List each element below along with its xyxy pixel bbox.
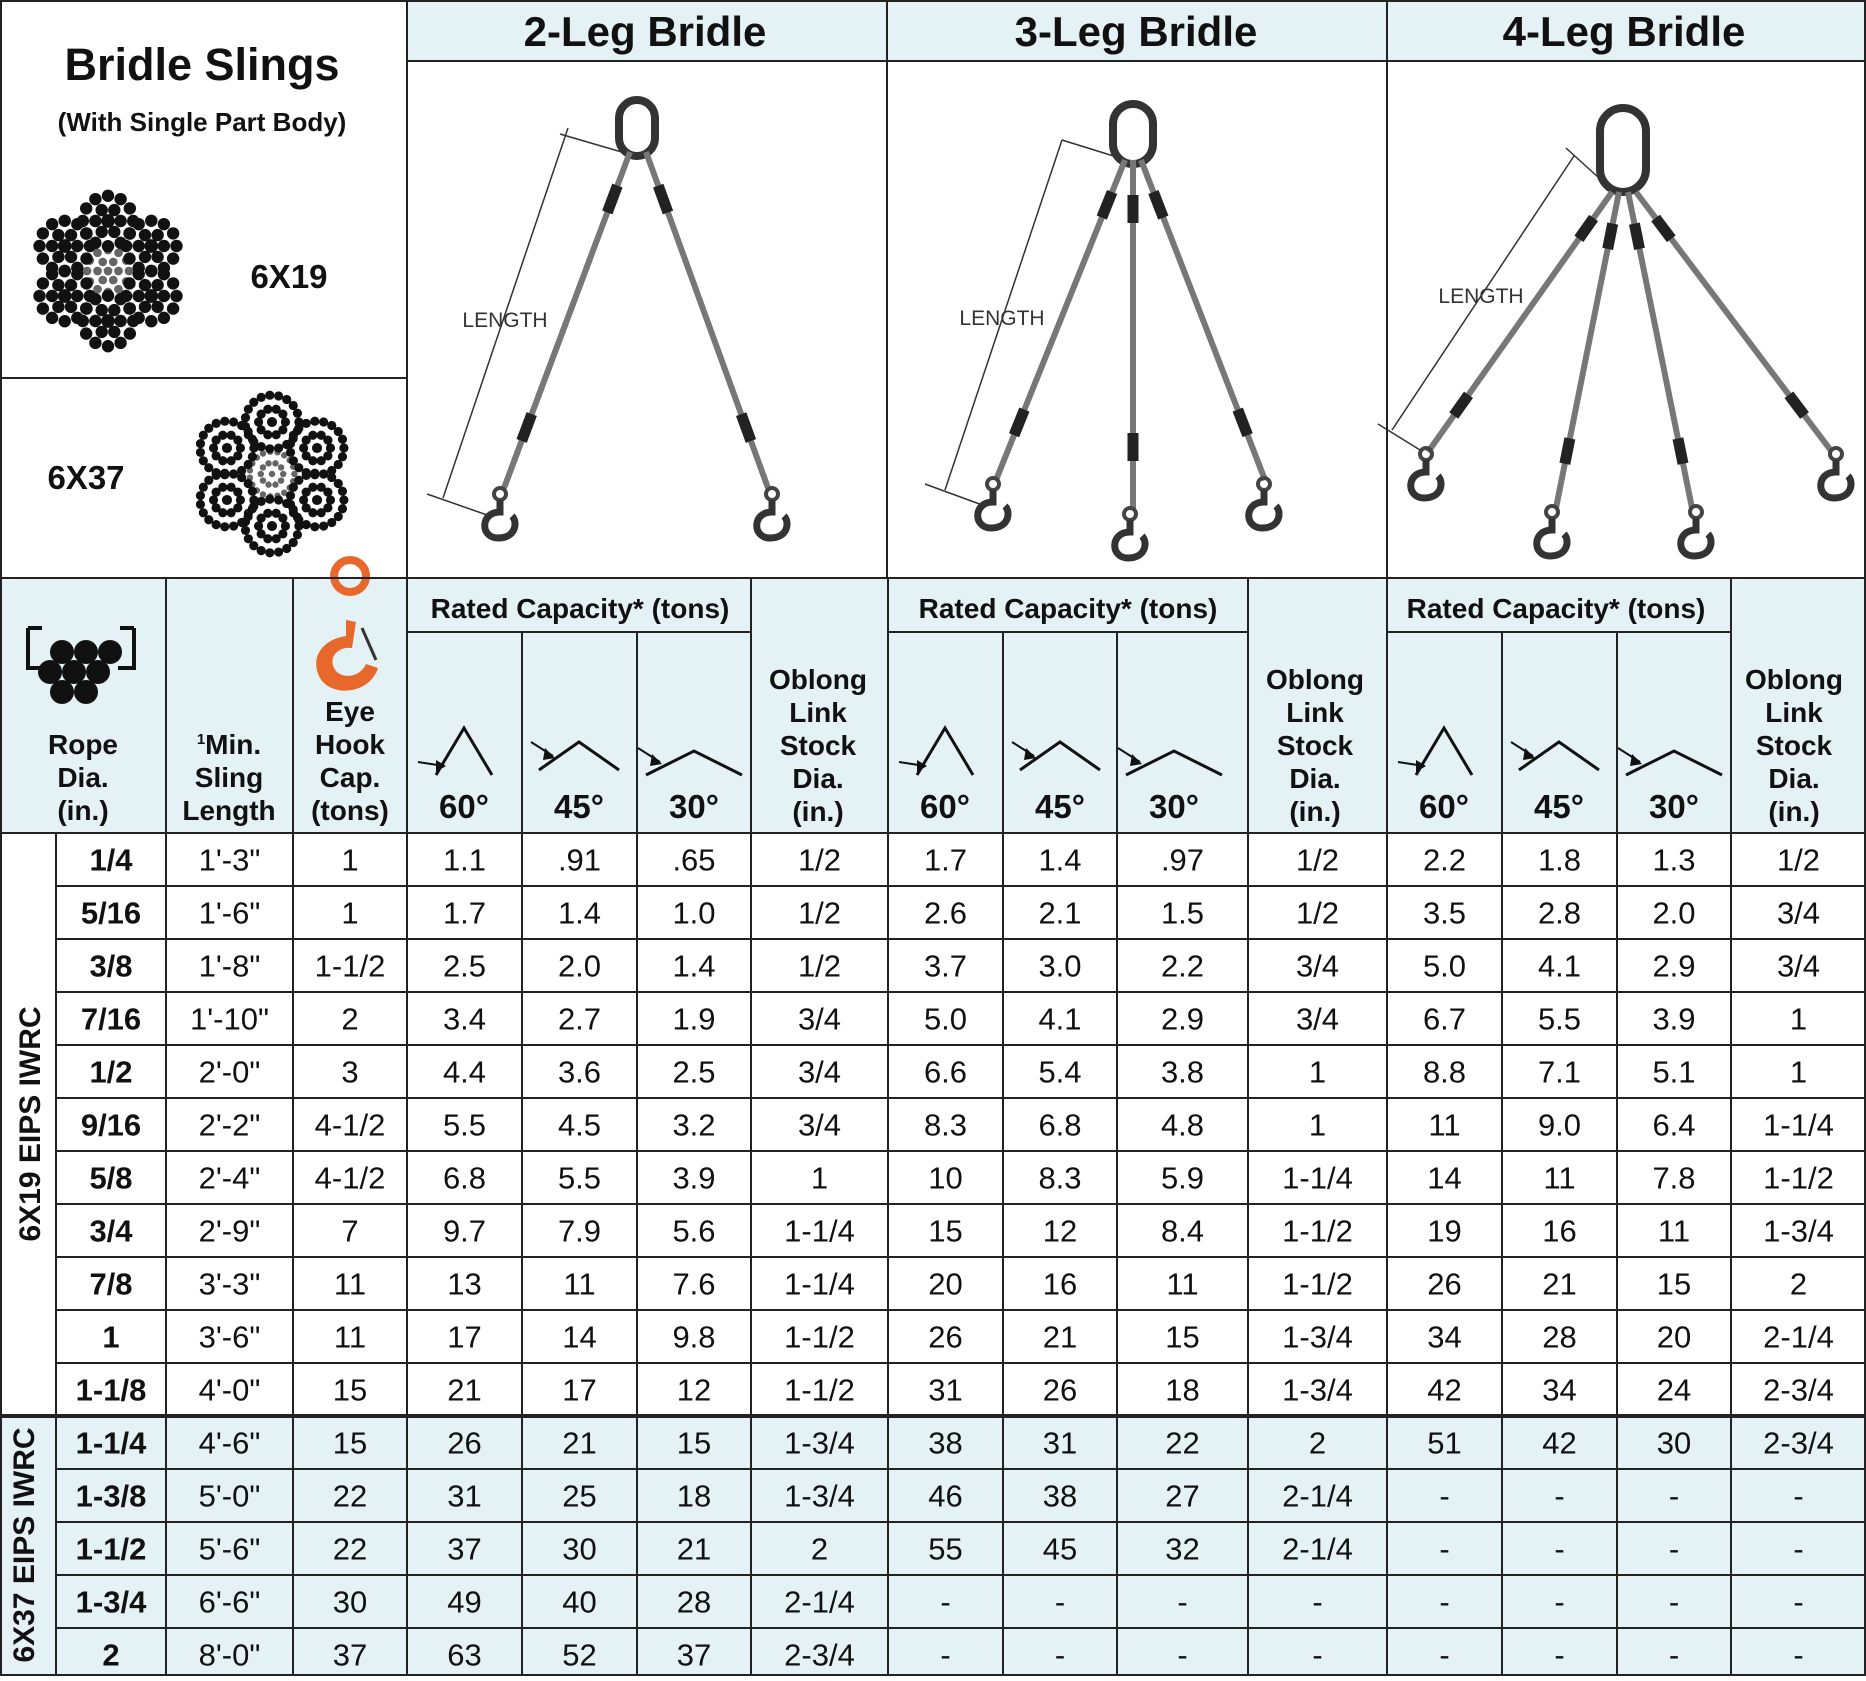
table-cell: 37 bbox=[332, 1637, 368, 1673]
table-cell: 1.4 bbox=[672, 948, 716, 984]
table-cell: 1'-8" bbox=[198, 948, 261, 984]
table-cell: 1-3/4 bbox=[1763, 1213, 1834, 1249]
table-cell: 15 bbox=[928, 1213, 963, 1249]
table-cell: 9.8 bbox=[672, 1319, 716, 1355]
table-cell: 1-1/2 bbox=[1282, 1266, 1353, 1302]
table-cell: 17 bbox=[447, 1319, 482, 1355]
rope-dia-cell: 1/2 bbox=[89, 1054, 133, 1090]
table-cell: 2-1/4 bbox=[784, 1584, 855, 1620]
table-cell: 8'-0" bbox=[198, 1637, 261, 1673]
table-cell: 7.6 bbox=[672, 1266, 716, 1302]
table-cell: - bbox=[1177, 1637, 1188, 1673]
bridle-3-leg-title: 3-Leg Bridle bbox=[1014, 8, 1258, 55]
table-cell: 42 bbox=[1542, 1425, 1577, 1461]
table-cell: 2-1/4 bbox=[1763, 1319, 1834, 1355]
table-cell: 1-1/2 bbox=[784, 1372, 855, 1408]
svg-text:Oblong: Oblong bbox=[1266, 664, 1364, 695]
table-cell: 26 bbox=[1427, 1266, 1462, 1302]
table-cell: 31 bbox=[1042, 1425, 1078, 1461]
svg-text:(in.): (in.) bbox=[1768, 796, 1820, 827]
table-cell: - bbox=[1668, 1478, 1680, 1514]
bridle-2-length-label: LENGTH bbox=[462, 309, 548, 332]
table-cell: - bbox=[1439, 1637, 1450, 1673]
table-cell: 1-1/2 bbox=[314, 948, 386, 984]
table-cell: - bbox=[1312, 1584, 1323, 1620]
rope-dia-cell: 1-1/2 bbox=[75, 1531, 147, 1567]
table-cell: 2 bbox=[1308, 1425, 1327, 1461]
table-cell: 6.6 bbox=[923, 1054, 968, 1090]
table-cell: 16 bbox=[1542, 1213, 1577, 1249]
table-cell: 1-1/4 bbox=[784, 1213, 855, 1249]
table-cell: 4.1 bbox=[1038, 1001, 1082, 1037]
table-cell: 7.1 bbox=[1537, 1054, 1582, 1090]
table-cell: 10 bbox=[928, 1160, 963, 1196]
svg-text:Stock: Stock bbox=[1755, 730, 1833, 761]
table-cell: 11 bbox=[1543, 1160, 1576, 1196]
svg-text:(in.): (in.) bbox=[1289, 796, 1341, 827]
svg-text:Link: Link bbox=[1286, 697, 1344, 728]
table-cell: 3.0 bbox=[1038, 948, 1082, 984]
table-cell: 2'-0" bbox=[198, 1054, 261, 1090]
table-cell: 1 bbox=[341, 895, 359, 931]
bridle-3-leg-diagram bbox=[925, 104, 1279, 558]
table-cell: 5.5 bbox=[442, 1107, 487, 1143]
table-cell: 3.8 bbox=[1160, 1054, 1205, 1090]
table-cell: 1'-10" bbox=[190, 1001, 269, 1037]
table-cell: 2.2 bbox=[1160, 948, 1205, 984]
table-cell: 1.5 bbox=[1160, 895, 1205, 931]
table-cell: 4.5 bbox=[557, 1107, 602, 1143]
rope-dia-cell: 9/16 bbox=[80, 1107, 142, 1143]
table-cell: 4.1 bbox=[1537, 948, 1582, 984]
table-cell: .97 bbox=[1160, 842, 1205, 878]
table-cell: 2.7 bbox=[557, 1001, 602, 1037]
svg-text:Length: Length bbox=[182, 795, 276, 826]
table-cell: 30 bbox=[562, 1531, 597, 1567]
rope-dia-cell: 1/4 bbox=[89, 842, 133, 878]
table-cell: 15 bbox=[1165, 1319, 1200, 1355]
table-cell: 2.0 bbox=[1652, 895, 1696, 931]
table-cell: 6.8 bbox=[1038, 1107, 1082, 1143]
table-cell: 3/4 bbox=[797, 1001, 842, 1037]
table-cell: 3 bbox=[341, 1054, 359, 1090]
table-cell: 3.6 bbox=[557, 1054, 602, 1090]
table-cell: 5.0 bbox=[923, 1001, 968, 1037]
svg-text:Rated Capacity* (tons): Rated Capacity* (tons) bbox=[1406, 593, 1706, 624]
table-cell: 7.9 bbox=[557, 1213, 602, 1249]
table-cell: 26 bbox=[928, 1319, 963, 1355]
table-cell: 5.1 bbox=[1652, 1054, 1696, 1090]
table-cell: 1-1/4 bbox=[784, 1266, 855, 1302]
table-cell: 2.6 bbox=[923, 895, 968, 931]
header-rated-capacity-4leg bbox=[1407, 593, 1706, 624]
table-cell: 31 bbox=[928, 1372, 963, 1408]
table-cell: 1/2 bbox=[797, 948, 842, 984]
table-cell: 14 bbox=[562, 1319, 597, 1355]
table-cell: 25 bbox=[562, 1478, 597, 1514]
table-cell: 1-1/4 bbox=[1282, 1160, 1353, 1196]
table-cell: 1-3/4 bbox=[1282, 1319, 1353, 1355]
table-cell: 2 bbox=[1789, 1266, 1808, 1302]
svg-text:(tons): (tons) bbox=[311, 795, 389, 826]
table-cell: 1.4 bbox=[557, 895, 602, 931]
table-cell: 1.4 bbox=[1038, 842, 1082, 878]
table-cell: 18 bbox=[1165, 1372, 1200, 1408]
svg-text:45°: 45° bbox=[554, 788, 604, 825]
table-cell: - bbox=[1054, 1584, 1066, 1620]
table-cell: 12 bbox=[676, 1372, 712, 1408]
table-cell: 30 bbox=[1656, 1425, 1692, 1461]
table-cell: 11 bbox=[1428, 1107, 1461, 1143]
table-cell: 46 bbox=[928, 1478, 963, 1514]
bridle-3-length-label: LENGTH bbox=[959, 307, 1045, 330]
table-cell: 1-1/2 bbox=[784, 1319, 855, 1355]
table-cell: - bbox=[1793, 1531, 1804, 1567]
table-cell: 15 bbox=[332, 1425, 368, 1461]
rope-dia-cell: 1 bbox=[102, 1319, 120, 1355]
table-cell: 5'-6" bbox=[198, 1531, 261, 1567]
bridle-4-leg-diagram bbox=[1378, 108, 1851, 556]
table-cell: 1-1/2 bbox=[1282, 1213, 1353, 1249]
table-cell: 7.8 bbox=[1652, 1160, 1696, 1196]
svg-text:30°: 30° bbox=[1649, 788, 1699, 825]
table-cell: 2-1/4 bbox=[1282, 1478, 1353, 1514]
svg-text:Dia.: Dia. bbox=[1289, 763, 1341, 794]
table-cell: 4-1/2 bbox=[314, 1107, 386, 1143]
table-cell: 1-3/4 bbox=[784, 1425, 855, 1461]
table-cell: 8.3 bbox=[1038, 1160, 1082, 1196]
table-cell: 11 bbox=[333, 1319, 367, 1355]
table-cell: 11 bbox=[563, 1266, 596, 1302]
table-cell: - bbox=[1554, 1584, 1565, 1620]
table-cell: 21 bbox=[562, 1425, 597, 1461]
table-cell: 1 bbox=[1789, 1001, 1808, 1037]
table-cell: 2.5 bbox=[672, 1054, 716, 1090]
table-cell: 55 bbox=[928, 1531, 963, 1567]
table-cell: - bbox=[1668, 1637, 1680, 1673]
table-cell: 8.4 bbox=[1160, 1213, 1205, 1249]
table-cell: 19 bbox=[1427, 1213, 1462, 1249]
table-cell: 3/4 bbox=[1776, 895, 1821, 931]
table-cell: 49 bbox=[447, 1584, 482, 1620]
table-cell: 37 bbox=[676, 1637, 712, 1673]
table-cell: 20 bbox=[928, 1266, 963, 1302]
table-cell: 1 bbox=[810, 1160, 829, 1196]
table-cell: - bbox=[1793, 1637, 1804, 1673]
table-cell: 20 bbox=[1656, 1319, 1692, 1355]
table-cell: 22 bbox=[332, 1478, 368, 1514]
table-cell: - bbox=[1793, 1584, 1804, 1620]
table-cell: 26 bbox=[447, 1425, 482, 1461]
svg-text:Link: Link bbox=[789, 697, 847, 728]
table-cell: 2'-2" bbox=[198, 1107, 261, 1143]
table-cell: 15 bbox=[676, 1425, 712, 1461]
page-subtitle: (With Single Part Body) bbox=[57, 107, 347, 137]
table-cell: 7 bbox=[341, 1213, 359, 1249]
table-cell: 37 bbox=[447, 1531, 482, 1567]
table-cell: 3/4 bbox=[1295, 948, 1340, 984]
table-cell: 45 bbox=[1042, 1531, 1078, 1567]
table-cell: 2-3/4 bbox=[1763, 1425, 1834, 1461]
table-cell: 24 bbox=[1656, 1372, 1692, 1408]
table-cell: 3'-3" bbox=[198, 1266, 261, 1302]
table-cell: - bbox=[1554, 1478, 1565, 1514]
table-cell: 42 bbox=[1427, 1372, 1462, 1408]
table-cell: 26 bbox=[1042, 1372, 1078, 1408]
table-cell: 9.7 bbox=[442, 1213, 487, 1249]
page-title: Bridle Slings bbox=[64, 39, 340, 90]
table-cell: 3.5 bbox=[1422, 895, 1467, 931]
table-cell: 2'-9" bbox=[198, 1213, 261, 1249]
table-cell: 2.5 bbox=[442, 948, 487, 984]
svg-text:Stock: Stock bbox=[1276, 730, 1354, 761]
table-cell: 1 bbox=[341, 842, 359, 878]
table-cell: 27 bbox=[1165, 1478, 1200, 1514]
table-cell: 40 bbox=[562, 1584, 597, 1620]
svg-text:Hook: Hook bbox=[315, 729, 385, 760]
rope-dia-cell: 5/8 bbox=[89, 1160, 133, 1196]
table-cell: 1'-6" bbox=[198, 895, 261, 931]
group-label-6x19: 6X19 EIPS IWRC bbox=[14, 1006, 47, 1242]
table-cell: 2-3/4 bbox=[784, 1637, 855, 1673]
svg-text:Dia.: Dia. bbox=[792, 763, 844, 794]
table-cell: 63 bbox=[447, 1637, 482, 1673]
table-cell: 38 bbox=[928, 1425, 963, 1461]
table-cell: 22 bbox=[1165, 1425, 1200, 1461]
table-cell: - bbox=[940, 1584, 951, 1620]
rope-6x19-cross-section-icon bbox=[33, 190, 182, 353]
table-cell: 2 bbox=[810, 1531, 829, 1567]
table-cell: 1/2 bbox=[1776, 842, 1821, 878]
rope-dia-cell: 5/16 bbox=[80, 895, 142, 931]
table-cell: 13 bbox=[447, 1266, 482, 1302]
table-cell: 4.8 bbox=[1160, 1107, 1205, 1143]
table-cell: 2.0 bbox=[557, 948, 602, 984]
svg-text:30°: 30° bbox=[669, 788, 719, 825]
rope-dia-cell: 1-3/4 bbox=[75, 1584, 147, 1620]
rope-6x37-cross-section-icon bbox=[196, 391, 349, 558]
table-cell: 22 bbox=[332, 1531, 368, 1567]
table-cell: 8.3 bbox=[923, 1107, 968, 1143]
header-rope-dia bbox=[48, 729, 118, 826]
table-cell: 6.4 bbox=[1652, 1107, 1696, 1143]
svg-text:60°: 60° bbox=[439, 788, 489, 825]
table-cell: 14 bbox=[1427, 1160, 1462, 1196]
table-cell: 3'-6" bbox=[198, 1319, 261, 1355]
rope-dia-cell: 2 bbox=[102, 1637, 120, 1673]
table-cell: 1 bbox=[1308, 1054, 1327, 1090]
table-cell: - bbox=[1554, 1637, 1565, 1673]
table-cell: - bbox=[1793, 1478, 1804, 1514]
table-cell: 3/4 bbox=[797, 1107, 842, 1143]
table-cell: 2.9 bbox=[1652, 948, 1696, 984]
table-cell: 2-1/4 bbox=[1282, 1531, 1353, 1567]
svg-text:45°: 45° bbox=[1534, 788, 1584, 825]
table-cell: 3/4 bbox=[1776, 948, 1821, 984]
table-cell: 3.9 bbox=[672, 1160, 716, 1196]
table-cell: 3/4 bbox=[1295, 1001, 1340, 1037]
svg-text:45°: 45° bbox=[1035, 788, 1085, 825]
table-cell: 1-3/4 bbox=[784, 1478, 855, 1514]
table-cell: 4'-6" bbox=[198, 1425, 261, 1461]
svg-text:Dia.: Dia. bbox=[57, 762, 109, 793]
table-cell: 1.0 bbox=[672, 895, 716, 931]
rope-dia-cell: 3/8 bbox=[89, 948, 133, 984]
table-cell: 6.7 bbox=[1422, 1001, 1467, 1037]
table-cell: 16 bbox=[1042, 1266, 1078, 1302]
title-panel bbox=[33, 39, 348, 557]
svg-text:Eye: Eye bbox=[325, 696, 375, 727]
table-cell: 3.2 bbox=[672, 1107, 716, 1143]
table-cell: - bbox=[1668, 1531, 1680, 1567]
svg-text:60°: 60° bbox=[1419, 788, 1469, 825]
table-cell: .91 bbox=[557, 842, 602, 878]
rope-dia-cell: 7/16 bbox=[80, 1001, 142, 1037]
rope-dia-cell: 1-1/4 bbox=[75, 1425, 147, 1461]
table-cell: - bbox=[940, 1637, 951, 1673]
table-cell: - bbox=[1439, 1531, 1450, 1567]
table-cell: 1.3 bbox=[1652, 842, 1696, 878]
table-cell: 11 bbox=[1657, 1213, 1691, 1249]
table-cell: 4'-0" bbox=[198, 1372, 261, 1408]
table-cell: 2.9 bbox=[1160, 1001, 1205, 1037]
table-cell: 21 bbox=[447, 1372, 482, 1408]
table-cell: 5.4 bbox=[1038, 1054, 1082, 1090]
table-cell: 2 bbox=[341, 1001, 359, 1037]
svg-text:Rated Capacity* (tons): Rated Capacity* (tons) bbox=[918, 593, 1218, 624]
table-cell: 3.7 bbox=[923, 948, 968, 984]
table-cell: 3/4 bbox=[797, 1054, 842, 1090]
table-cell: 5.6 bbox=[672, 1213, 716, 1249]
svg-text:Link: Link bbox=[1765, 697, 1823, 728]
table-cell: 1.8 bbox=[1537, 842, 1582, 878]
table-cell: 2-3/4 bbox=[1763, 1372, 1834, 1408]
table-cell: 1 bbox=[1789, 1054, 1808, 1090]
table-cell: - bbox=[1554, 1531, 1565, 1567]
svg-text:(in.): (in.) bbox=[57, 795, 109, 826]
svg-text:Stock: Stock bbox=[779, 730, 857, 761]
table-cell: 1/2 bbox=[797, 895, 842, 931]
table-cell: 32 bbox=[1165, 1531, 1200, 1567]
table-cell: 4-1/2 bbox=[314, 1160, 386, 1196]
table-cell: 28 bbox=[1542, 1319, 1577, 1355]
table-cell: 15 bbox=[332, 1372, 368, 1408]
table-cell: 4.4 bbox=[442, 1054, 487, 1090]
table-cell: 31 bbox=[447, 1478, 482, 1514]
table-cell: 1/2 bbox=[1295, 895, 1340, 931]
table-cell: 15 bbox=[1656, 1266, 1692, 1302]
bridle-4-length-label: LENGTH bbox=[1438, 285, 1524, 308]
table-cell: 8.8 bbox=[1422, 1054, 1467, 1090]
table-cell: 5'-0" bbox=[198, 1478, 261, 1514]
table-cell: 2.2 bbox=[1422, 842, 1467, 878]
table-cell: 38 bbox=[1042, 1478, 1078, 1514]
table-cell: 5.0 bbox=[1422, 948, 1467, 984]
bridle-4-leg-title: 4-Leg Bridle bbox=[1502, 8, 1746, 55]
table-cell: 1 bbox=[1308, 1107, 1327, 1143]
table-cell: 5.9 bbox=[1160, 1160, 1205, 1196]
table-cell: 1/2 bbox=[1295, 842, 1340, 878]
table-cell: - bbox=[1668, 1584, 1680, 1620]
header-rated-capacity-2leg bbox=[431, 593, 730, 624]
rope-dia-cell: 3/4 bbox=[89, 1213, 133, 1249]
table-cell: - bbox=[1439, 1478, 1450, 1514]
svg-text:Cap.: Cap. bbox=[319, 762, 381, 793]
rope-type-6x37-label: 6X37 bbox=[47, 459, 125, 496]
rope-dia-cell: 1-3/8 bbox=[75, 1478, 147, 1514]
svg-text:(in.): (in.) bbox=[792, 796, 844, 827]
table-cell: 5.5 bbox=[1537, 1001, 1582, 1037]
svg-text:Dia.: Dia. bbox=[1768, 763, 1820, 794]
table-cell: 21 bbox=[676, 1531, 712, 1567]
svg-text:Rated Capacity* (tons): Rated Capacity* (tons) bbox=[430, 593, 730, 624]
table-cell: 1.7 bbox=[923, 842, 968, 878]
table-cell: 52 bbox=[562, 1637, 597, 1673]
table-cell: - bbox=[1054, 1637, 1066, 1673]
table-cell: 2'-4" bbox=[198, 1160, 261, 1196]
table-cell: 34 bbox=[1427, 1319, 1462, 1355]
table-cell: 3.9 bbox=[1652, 1001, 1696, 1037]
table-cell: 1-1/2 bbox=[1763, 1160, 1834, 1196]
table-cell: 21 bbox=[1042, 1319, 1078, 1355]
svg-text:Rope: Rope bbox=[48, 729, 118, 760]
table-cell: 11 bbox=[333, 1266, 367, 1302]
svg-text:1Min.: $^1$Min. bbox=[196, 729, 262, 760]
table-cell: - bbox=[1177, 1584, 1188, 1620]
table-cell: 6'-6" bbox=[198, 1584, 261, 1620]
table-cell: 28 bbox=[676, 1584, 712, 1620]
table-cell: 30 bbox=[332, 1584, 368, 1620]
table-cell: 6.8 bbox=[442, 1160, 487, 1196]
table-cell: 51 bbox=[1427, 1425, 1462, 1461]
header-rated-capacity-3leg bbox=[919, 593, 1218, 624]
svg-text:60°: 60° bbox=[920, 788, 970, 825]
table-cell: - bbox=[1439, 1584, 1450, 1620]
table-cell: - bbox=[1312, 1637, 1323, 1673]
table-cell: .65 bbox=[672, 842, 716, 878]
table-cell: 18 bbox=[676, 1478, 712, 1514]
svg-text:Oblong: Oblong bbox=[769, 664, 867, 695]
table-cell: 1'-3" bbox=[198, 842, 261, 878]
table-cell: 3.4 bbox=[442, 1001, 487, 1037]
table-cell: 9.0 bbox=[1537, 1107, 1582, 1143]
svg-text:Sling: Sling bbox=[194, 762, 264, 793]
table-cell: 1/2 bbox=[797, 842, 842, 878]
table-cell: 21 bbox=[1542, 1266, 1577, 1302]
rope-dia-cell: 1-1/8 bbox=[75, 1372, 147, 1408]
table-cell: 2.8 bbox=[1537, 895, 1582, 931]
table-cell: 12 bbox=[1042, 1213, 1078, 1249]
table-cell: 17 bbox=[562, 1372, 597, 1408]
table-cell: 34 bbox=[1542, 1372, 1577, 1408]
table-cell: 1-3/4 bbox=[1282, 1372, 1353, 1408]
table-cell: 2.1 bbox=[1038, 895, 1082, 931]
group-label-6x37: 6X37 EIPS IWRC bbox=[8, 1427, 41, 1663]
table-cell: 5.5 bbox=[557, 1160, 602, 1196]
rope-dia-cell: 7/8 bbox=[89, 1266, 133, 1302]
bridle-2-leg-title: 2-Leg Bridle bbox=[523, 8, 767, 55]
svg-text:Oblong: Oblong bbox=[1745, 664, 1843, 695]
table-cell: 1.7 bbox=[442, 895, 487, 931]
svg-text:30°: 30° bbox=[1149, 788, 1199, 825]
table-cell: 1.1 bbox=[442, 842, 487, 878]
table-cell: 1-1/4 bbox=[1763, 1107, 1834, 1143]
table-cell: 11 bbox=[1166, 1266, 1199, 1302]
rope-type-6x19-label: 6X19 bbox=[250, 258, 328, 295]
table-cell: 1.9 bbox=[672, 1001, 716, 1037]
